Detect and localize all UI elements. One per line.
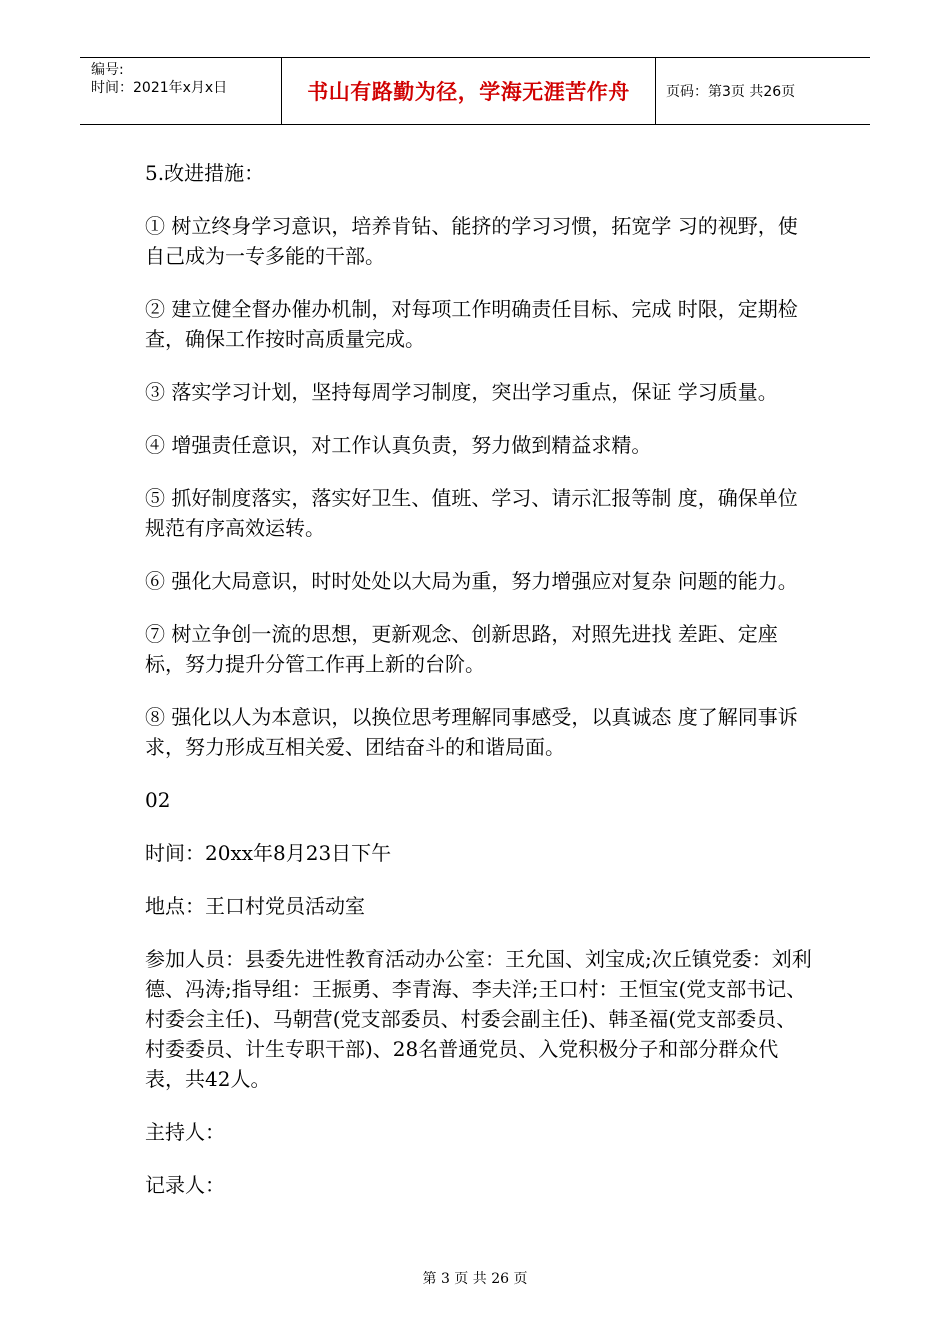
measure-item-5: ⑤ 抓好制度落实，落实好卫生、值班、学习、请示汇报等制 度，确保单位规范有序高效运转。 <box>145 486 798 540</box>
meeting-host: 主持人： <box>145 1120 225 1144</box>
meeting-recorder: 记录人： <box>145 1173 225 1197</box>
meeting-time: 时间：20xx年8月23日下午 <box>145 841 392 865</box>
page-footer: 第 3 页 共 26 页 <box>422 1271 528 1287</box>
page-header <box>80 57 870 125</box>
meeting-location: 地点：王口村党员活动室 <box>145 894 365 918</box>
meeting-attendees: 参加人员：县委先进性教育活动办公室：王允国、刘宝成;次丘镇党委：刘利德、冯涛;指导组：王振勇、李青海、李夫洋;王口村：王恒宝(党支部书记、村委会主任)、马朝营(党支部委员、村委会副主任)、韩圣福(党支部委员、村委委员、计生专职干部)、28名普通党员、入党积极分子和部分群众代表，共42人。 <box>145 947 812 1091</box>
header-motto: 书山有路勤为径，学海无涯苦作舟 <box>282 58 656 124</box>
section-heading: 5.改进措施： <box>145 161 265 185</box>
measure-item-6: ⑥ 强化大局意识，时时处处以大局为重，努力增强应对复杂 问题的能力。 <box>145 569 798 593</box>
measure-item-8: ⑧ 强化以人为本意识，以换位思考理解同事感受，以真诚态 度了解同事诉求，努力形成互相关爱、团结奋斗的和谐局面。 <box>145 705 798 759</box>
measure-item-7: ⑦ 树立争创一流的思想，更新观念、创新思路，对照先进找 差距、定座标，努力提升分管工作再上新的台阶。 <box>145 622 778 676</box>
section-number: 02 <box>145 788 171 812</box>
header-meta <box>80 58 282 124</box>
measure-item-2: ② 建立健全督办催办机制，对每项工作明确责任目标、完成 时限，定期检查，确保工作按时高质量完成。 <box>145 297 798 351</box>
document-body <box>145 158 815 1223</box>
number-label: 编号: <box>91 62 124 78</box>
header-page-label: 页码：第3页 共26页 <box>666 84 796 100</box>
measure-item-4: ④ 增强责任意识，对工作认真负责，努力做到精益求精。 <box>145 433 652 457</box>
measure-item-1: ① 树立终身学习意识，培养肯钻、能挤的学习习惯，拓宽学 习的视野，使自己成为一专多能的干部。 <box>145 214 798 268</box>
measure-item-3: ③ 落实学习计划，坚持每周学习制度，突出学习重点，保证 学习质量。 <box>145 380 778 404</box>
date-label: 时间：2021年x月x日 <box>91 80 228 96</box>
